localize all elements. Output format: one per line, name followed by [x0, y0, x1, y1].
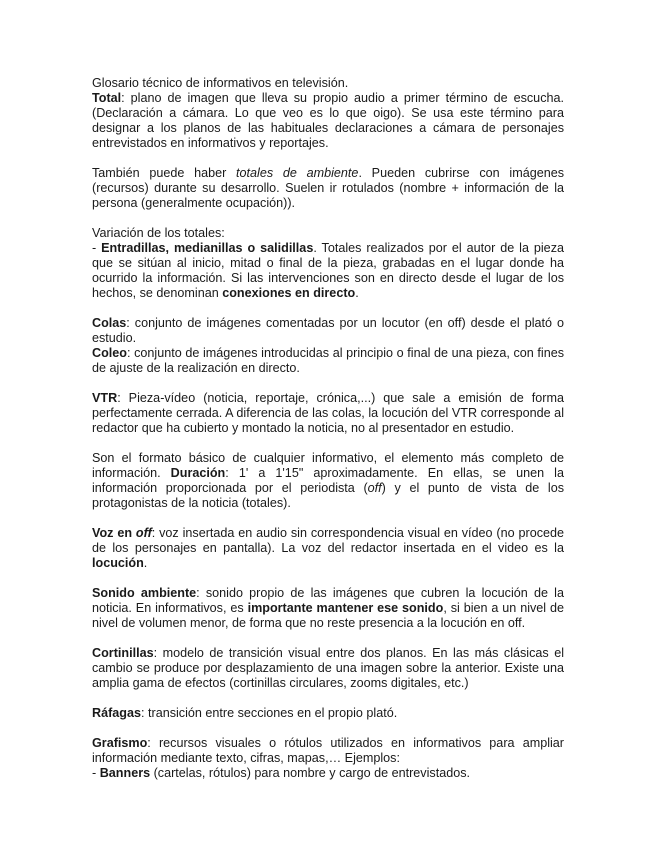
paragraph-entradillas: [92, 241, 564, 301]
definition-grafismo: : recursos visuales o rótulos utilizados en informativos para ampliar información mediante texto, cifras, mapas,… Ejemplos:: [92, 736, 564, 765]
text: , si bien a un nivel de nivel de volumen menor, de forma que no reste presencia a la locución en off.: [92, 601, 564, 630]
term-totales-ambiente: totales de ambiente: [236, 166, 359, 180]
spacer: [92, 571, 564, 586]
definition-coleo: : conjunto de imágenes introducidas al principio o final de una pieza, con fines de ajuste de la realización en directo.: [92, 346, 564, 375]
term-sonido-ambiente: Sonido ambiente: [92, 586, 197, 600]
paragraph-coleo: [92, 346, 564, 376]
definition-entradillas: . Totales realizados por el autor de la pieza que se sitúan al inicio, mitad o final de la pieza, grabadas en el lugar donde ha ocurrido la información. Si las intervenciones son en directo desde el lugar de los hechos, se denominan: [92, 241, 564, 300]
paragraph-grafismo: [92, 736, 564, 766]
term-off: off: [367, 481, 382, 495]
text: . Pueden cubrirse con imágenes (recursos) durante su desarrollo. Suelen ir rotulados (nombre + información de la persona (generalmente ocupación)).: [92, 166, 565, 210]
spacer: [92, 211, 564, 226]
definition-rafagas: : transición entre secciones en el propio plató.: [141, 706, 398, 720]
paragraph-formato: [92, 451, 564, 511]
term-conexiones: conexiones en directo: [222, 286, 356, 300]
spacer: [92, 721, 564, 736]
text: .: [143, 556, 148, 570]
term-locucion: locución: [92, 556, 144, 570]
definition-total: : plano de imagen que lleva su propio audio a primer término de escucha. (Declaración a cámara. Lo que veo es lo que oigo). Se usa este término para designar a los planos de las habituales declaraciones a cámara de personajes entrevistados en informativos y reportajes.: [92, 91, 564, 150]
paragraph-sonido: [92, 586, 564, 631]
paragraph-cortinillas: [92, 646, 564, 691]
text: Son el formato básico de cualquier informativo, el elemento más completo de información.: [92, 451, 564, 480]
definition-sonido: : sonido propio de las imágenes que cubren la locución de la noticia. En informativos, es: [92, 586, 564, 615]
paragraph-banners: [92, 766, 564, 781]
term-entradillas: Entradillas, medianillas o salidillas: [101, 241, 314, 255]
text: : 1' a 1'15" aproximadamente. En ellas, se unen la información proporcionada por el periodista (: [92, 466, 564, 495]
spacer: [92, 436, 564, 451]
term-voz-en: Voz en: [92, 526, 136, 540]
definition-colas: : conjunto de imágenes comentadas por un locutor (en off) desde el plató o estudio.: [92, 316, 564, 345]
paragraph-ambiente: [92, 166, 564, 211]
text: También puede haber: [92, 166, 237, 180]
spacer: [92, 301, 564, 316]
document-page: [92, 76, 564, 781]
paragraph-vtr: [92, 391, 564, 436]
text: .: [355, 286, 359, 300]
doc-title: Glosario técnico de informativos en televisión.: [92, 76, 349, 90]
spacer: [92, 631, 564, 646]
term-vtr: VTR: [92, 391, 118, 405]
definition-voz: : voz insertada en audio sin correspondencia visual en vídeo (no procede de los personajes en pantalla). La voz del redactor insertada en el video es la: [92, 526, 565, 555]
paragraph-voz-en-off: [92, 526, 564, 571]
list-dash: -: [92, 766, 100, 780]
term-duracion: Duración: [170, 466, 226, 480]
paragraph-total: [92, 91, 564, 151]
term-total: Total: [92, 91, 122, 105]
term-cortinillas: Cortinillas: [92, 646, 154, 660]
definition-banners: (cartelas, rótulos) para nombre y cargo de entrevistados.: [150, 766, 471, 780]
term-colas: Colas: [92, 316, 127, 330]
definition-vtr: : Pieza-vídeo (noticia, reportaje, crónica,...) que sale a emisión de forma perfectamente cerrada. A diferencia de las colas, la locución del VTR corresponde al redactor que ha cubierto y montado la noticia, no al presentador en estudio.: [92, 391, 564, 435]
term-off-italic: off: [135, 526, 152, 540]
spacer: [92, 151, 564, 166]
definition-cortinillas: : modelo de transición visual entre dos planos. En las más clásicas el cambio se produce por desplazamiento de una imagen sobre la anterior. Existe una amplia gama de efectos (cortinillas circulares, zooms digitales, etc.): [92, 646, 564, 690]
text: ) y el punto de vista de los protagonistas de la noticia (totales).: [92, 481, 565, 510]
paragraph-rafagas: [92, 706, 564, 721]
term-grafismo: Grafismo: [92, 736, 148, 750]
paragraph-colas: [92, 316, 564, 346]
spacer: [92, 511, 564, 526]
spacer: [92, 691, 564, 706]
term-coleo: Coleo: [92, 346, 127, 360]
term-banners: Banners: [99, 766, 151, 780]
term-rafagas: Ráfagas: [92, 706, 141, 720]
spacer: [92, 376, 564, 391]
term-importante: importante mantener ese sonido: [247, 601, 444, 615]
list-dash: -: [92, 241, 102, 255]
heading-variacion: Variación de los totales:: [92, 226, 225, 240]
